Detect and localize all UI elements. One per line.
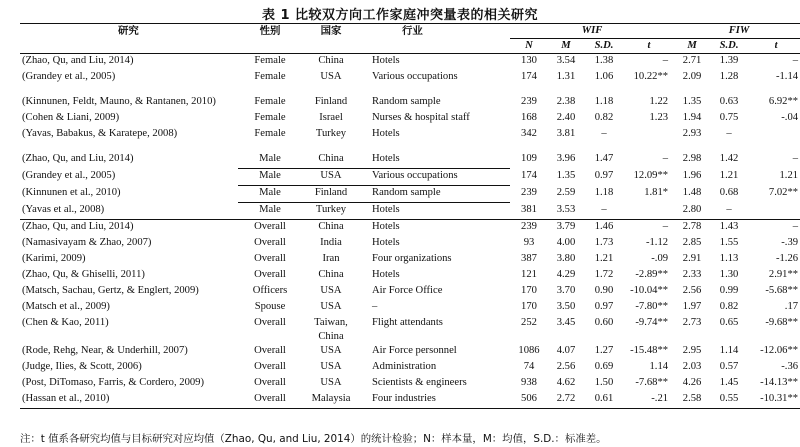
cell-fm: 1.97	[682, 301, 702, 312]
cell-country: China	[302, 152, 360, 169]
cell-fm: 2.95	[682, 345, 702, 356]
cell-ft: -1.26	[775, 253, 799, 264]
cell-wt: –	[662, 55, 669, 66]
cell-industry: Administration	[372, 361, 437, 372]
cell-ft: -5.68**	[765, 285, 799, 296]
table-row	[20, 344, 800, 360]
cell-industry: Scientists & engineers	[372, 377, 467, 388]
cell-n: 342	[521, 128, 537, 139]
cell-n: 1086	[518, 345, 540, 356]
cell-wsd: 0.97	[594, 301, 614, 312]
cell-wt: -9.74**	[635, 317, 669, 328]
cell-wm: 2.38	[556, 96, 576, 107]
cell-gender: Male	[238, 186, 302, 203]
cell-gender: Spouse	[254, 301, 286, 312]
cell-wsd: 1.18	[594, 186, 614, 198]
table-row	[20, 127, 800, 143]
cell-wsd: –	[601, 128, 607, 139]
cell-study: (Zhao, Qu, and Liu, 2014)	[22, 221, 134, 232]
cell-n: 506	[510, 392, 548, 409]
cell-fm: 2.91	[682, 253, 702, 264]
cell-industry: Air Force Office	[372, 285, 443, 296]
cell-gender: Officers	[252, 285, 288, 296]
cell-wt	[624, 127, 674, 143]
cell-ft: -14.13**	[760, 377, 799, 388]
header-industry: 行业	[360, 24, 510, 39]
cell-study: (Post, DiTomaso, Farris, & Cordero, 2009)	[22, 377, 204, 388]
cell-ft: -10.31**	[748, 392, 800, 409]
cell-wt: -.09	[651, 253, 669, 264]
cell-study: (Judge, Ilies, & Scott, 2006)	[22, 361, 142, 372]
cell-country: China	[318, 55, 344, 66]
cell-wm: 3.96	[556, 153, 576, 164]
cell-fsd: 0.99	[719, 285, 739, 296]
cell-n: 174	[521, 169, 537, 181]
cell-fm: 2.78	[682, 221, 702, 232]
cell-wm: 2.59	[556, 186, 576, 198]
cell-ft: -9.68**	[765, 317, 799, 328]
cell-n: 121	[521, 269, 537, 280]
cell-country: Malaysia	[302, 392, 360, 409]
cell-fm: 4.26	[682, 377, 702, 388]
table-row	[20, 300, 800, 316]
table-row	[20, 316, 800, 344]
table-row	[20, 70, 800, 86]
cell-ft: –	[792, 55, 799, 66]
cell-study: (Matsch et al., 2009)	[22, 301, 110, 312]
cell-wt: -7.68**	[635, 377, 669, 388]
header-wif-m: M	[548, 39, 584, 54]
cell-country: Turkey	[302, 203, 360, 220]
table-row	[20, 360, 800, 376]
cell-wm: 4.00	[556, 237, 576, 248]
cell-ft: -.39	[781, 237, 799, 248]
cell-wt: -7.80**	[635, 301, 669, 312]
cell-fm: 2.85	[682, 237, 702, 248]
header-country: 国家	[302, 24, 360, 39]
cell-wm: 3.70	[556, 285, 576, 296]
cell-fsd: 1.42	[719, 153, 739, 164]
cell-wm: 4.62	[556, 377, 576, 388]
cell-country: Iran	[322, 253, 340, 264]
header-gender: 性别	[238, 24, 302, 39]
cell-fsd: 1.43	[719, 221, 739, 232]
cell-gender: Overall	[254, 253, 286, 264]
cell-fm: 2.33	[682, 269, 702, 280]
table-row	[20, 169, 800, 186]
cell-study: (Kinnunen, Feldt, Mauno, & Rantanen, 2010)	[22, 96, 216, 107]
table-row	[20, 376, 800, 392]
table-row	[20, 152, 800, 169]
header-fiw-sd: S.D.	[710, 39, 748, 54]
cell-ft: –	[792, 221, 799, 232]
cell-gender: Overall	[254, 221, 286, 232]
table-row	[20, 220, 800, 237]
cell-wsd: 0.82	[594, 112, 614, 123]
cell-study: (Zhao, Qu, & Ghiselli, 2011)	[22, 269, 145, 280]
cell-wt: -15.48**	[630, 345, 669, 356]
cell-gender: Overall	[254, 345, 286, 356]
cell-fsd: 1.30	[719, 269, 739, 280]
cell-n: 170	[521, 285, 537, 296]
cell-wsd: –	[584, 203, 624, 220]
table-note: 注：t 值系各研究均值与目标研究对应均值（Zhao, Qu, and Liu, 2014）的统计检验；N：样本量，M：均值，S.D.：标准差。	[20, 433, 607, 445]
cell-wt: -10.04**	[630, 285, 669, 296]
cell-wt: 1.14	[649, 361, 669, 372]
table-row	[20, 54, 800, 71]
cell-ft: 7.02**	[768, 186, 799, 198]
cell-ft: –	[792, 153, 799, 164]
cell-fm: 1.48	[682, 186, 702, 198]
cell-industry: Various occupations	[372, 71, 458, 82]
table-row	[20, 252, 800, 268]
cell-gender: Overall	[254, 377, 286, 388]
cell-fsd: 1.21	[719, 169, 739, 181]
cell-fsd: 1.14	[719, 345, 739, 356]
cell-n: 938	[521, 377, 537, 388]
cell-study: (Hassan et al., 2010)	[20, 392, 238, 409]
cell-industry: Air Force personnel	[372, 345, 457, 356]
cell-wsd: 1.18	[594, 96, 614, 107]
cell-country: USA	[320, 71, 342, 82]
cell-wm: 4.29	[556, 269, 576, 280]
cell-ft: -12.06**	[760, 345, 799, 356]
cell-gender: Female	[254, 96, 286, 107]
cell-wm: 2.72	[548, 392, 584, 409]
cell-ft	[748, 203, 800, 220]
cell-wt: –	[662, 221, 669, 232]
cell-country: Finland	[302, 186, 360, 203]
cell-industry: Hotels	[360, 203, 510, 220]
cell-wm: 3.45	[556, 317, 576, 328]
cell-study: (Cohen & Liani, 2009)	[22, 112, 120, 123]
cell-gender: Male	[238, 169, 302, 186]
cell-gender: Female	[254, 112, 286, 123]
cell-wsd: 0.61	[584, 392, 624, 409]
table-title: 表 1 比较双方向工作家庭冲突量表的相关研究	[261, 8, 539, 23]
cell-wsd: 0.69	[594, 361, 614, 372]
cell-wt: 1.81*	[644, 186, 669, 198]
cell-country: China	[318, 269, 344, 280]
cell-n: 252	[521, 317, 537, 328]
cell-wm: 4.07	[556, 345, 576, 356]
cell-industry: Hotels	[372, 221, 400, 232]
cell-wt: 12.09**	[633, 169, 669, 181]
table-row	[20, 111, 800, 127]
cell-fm: 1.96	[682, 169, 702, 181]
cell-study: (Matsch, Sachau, Gertz, & Englert, 2009)	[22, 285, 199, 296]
cell-industry: Random sample	[360, 186, 510, 203]
cell-fm: 2.93	[682, 128, 702, 139]
cell-wsd: 1.21	[594, 253, 614, 264]
header-wif: WIF	[510, 24, 674, 39]
cell-ft	[748, 127, 800, 143]
cell-n: 387	[521, 253, 537, 264]
cell-country: USA	[320, 361, 342, 372]
cell-wt: -1.12	[645, 237, 669, 248]
cell-wm: 3.50	[556, 301, 576, 312]
cell-country: Taiwan, China	[314, 317, 348, 342]
cell-n: 239	[521, 186, 537, 198]
table-row	[20, 268, 800, 284]
cell-wsd: 0.97	[594, 169, 614, 181]
cell-wm: 3.81	[556, 128, 576, 139]
cell-country: India	[320, 237, 342, 248]
cell-study: (Zhao, Qu, and Liu, 2014)	[22, 153, 134, 164]
cell-fm: 2.71	[682, 55, 702, 66]
cell-wsd: 1.06	[594, 71, 614, 82]
cell-country: USA	[302, 169, 360, 186]
cell-industry: Hotels	[372, 55, 400, 66]
cell-n: 74	[523, 361, 535, 372]
cell-gender: Overall	[254, 237, 286, 248]
cell-gender: Male	[238, 203, 302, 220]
cell-gender: Male	[238, 152, 302, 169]
cell-industry: Four organizations	[372, 253, 452, 264]
cell-industry: Flight attendants	[372, 317, 443, 328]
cell-study: (Yavas et al., 2008)	[20, 203, 238, 220]
cell-wt	[624, 203, 674, 220]
cell-study: (Chen & Kao, 2011)	[22, 317, 109, 328]
header-wif-t: t	[624, 39, 674, 54]
cell-fm: 2.09	[682, 71, 702, 82]
table-row	[20, 186, 800, 203]
cell-country: China	[318, 221, 344, 232]
cell-country: USA	[320, 301, 342, 312]
cell-wm: 3.80	[556, 253, 576, 264]
cell-n: 170	[521, 301, 537, 312]
cell-fsd: 1.55	[719, 237, 739, 248]
cell-gender: Female	[254, 55, 286, 66]
cell-gender: Overall	[254, 361, 286, 372]
cell-n: 239	[521, 221, 537, 232]
cell-industry: Various occupations	[360, 169, 510, 186]
cell-fm: 1.35	[682, 96, 702, 107]
cell-wsd: 0.90	[594, 285, 614, 296]
table-row	[20, 392, 800, 409]
cell-country: Israel	[319, 112, 343, 123]
cell-n: 93	[523, 237, 535, 248]
cell-industry: Hotels	[372, 237, 400, 248]
cell-industry: Random sample	[372, 96, 441, 107]
cell-industry: Hotels	[372, 269, 400, 280]
cell-wsd: 1.27	[594, 345, 614, 356]
cell-fsd: 1.39	[719, 55, 739, 66]
cell-fm: 1.94	[682, 112, 702, 123]
cell-fsd: 0.57	[719, 361, 739, 372]
cell-ft: -1.14	[775, 71, 799, 82]
cell-fm: 2.80	[674, 203, 710, 220]
cell-fm: 2.73	[682, 317, 702, 328]
cell-wsd: 1.72	[594, 269, 614, 280]
cell-country: Finland	[314, 96, 348, 107]
comparison-table	[20, 23, 800, 409]
cell-country: USA	[320, 377, 342, 388]
cell-gender: Overall	[254, 269, 286, 280]
cell-wm: 1.35	[556, 169, 576, 181]
cell-fsd: 0.55	[710, 392, 748, 409]
header-fiw-t: t	[748, 39, 800, 54]
cell-wt: 1.23	[649, 112, 669, 123]
header-study: 研究	[20, 24, 238, 39]
cell-industry: Four industries	[360, 392, 510, 409]
cell-study: (Grandey et al., 2005)	[22, 71, 116, 82]
cell-ft: 6.92**	[768, 96, 799, 107]
cell-country: Turkey	[315, 128, 347, 139]
cell-n: 130	[521, 55, 537, 66]
cell-fsd: –	[726, 128, 732, 139]
cell-fsd: 1.13	[719, 253, 739, 264]
cell-fsd: 1.45	[719, 377, 739, 388]
header-fiw: FIW	[674, 24, 800, 39]
cell-n: 174	[521, 71, 537, 82]
cell-industry: –	[372, 301, 378, 312]
cell-wsd: 1.73	[594, 237, 614, 248]
cell-study: (Zhao, Qu, and Liu, 2014)	[22, 55, 134, 66]
cell-gender: Female	[254, 71, 286, 82]
cell-wsd: 1.47	[594, 153, 614, 164]
cell-study: (Rode, Rehg, Near, & Underhill, 2007)	[22, 345, 188, 356]
cell-gender: Overall	[238, 392, 302, 409]
cell-gender: Overall	[254, 317, 286, 328]
cell-wm: 2.40	[556, 112, 576, 123]
cell-wm: 3.54	[556, 55, 576, 66]
cell-country: USA	[320, 345, 342, 356]
cell-ft: .17	[784, 301, 799, 312]
cell-ft: 1.21	[779, 169, 799, 181]
cell-wt: -2.89**	[635, 269, 669, 280]
header-wif-sd: S.D.	[584, 39, 624, 54]
cell-wsd: 1.38	[594, 55, 614, 66]
cell-wm: 2.56	[556, 361, 576, 372]
cell-wm: 3.53	[548, 203, 584, 220]
table-row	[20, 95, 800, 111]
cell-study: (Yavas, Babakus, & Karatepe, 2008)	[22, 128, 178, 139]
cell-study: (Kinnunen et al., 2010)	[22, 186, 121, 198]
cell-study: (Karimi, 2009)	[22, 253, 86, 264]
cell-fm: 2.98	[682, 153, 702, 164]
cell-industry: Nurses & hospital staff	[372, 112, 470, 123]
table-row	[20, 203, 800, 220]
cell-industry: Hotels	[360, 152, 510, 169]
cell-fsd: 0.63	[719, 96, 739, 107]
cell-fm: 2.03	[682, 361, 702, 372]
cell-ft: -.36	[781, 361, 799, 372]
cell-study: (Namasivayam & Zhao, 2007)	[22, 237, 152, 248]
cell-wsd: 0.60	[594, 317, 614, 328]
cell-fsd: 1.28	[719, 71, 739, 82]
cell-n: 239	[521, 96, 537, 107]
cell-wt: 10.22**	[633, 71, 669, 82]
cell-wm: 3.79	[556, 221, 576, 232]
cell-n: 168	[521, 112, 537, 123]
cell-study: (Grandey et al., 2005)	[22, 169, 116, 181]
cell-ft: -.04	[781, 112, 799, 123]
cell-fsd: 0.82	[719, 301, 739, 312]
cell-fsd: 0.68	[719, 186, 739, 198]
header-fiw-m: M	[674, 39, 710, 54]
cell-wt: -.21	[624, 392, 674, 409]
cell-wt: –	[662, 153, 669, 164]
cell-n: 381	[510, 203, 548, 220]
cell-ft: 2.91**	[768, 269, 799, 280]
cell-fm: 2.56	[682, 285, 702, 296]
cell-wt: 1.22	[649, 96, 669, 107]
cell-wsd: 1.46	[594, 221, 614, 232]
cell-wsd: 1.50	[594, 377, 614, 388]
cell-n: 109	[521, 153, 537, 164]
cell-fm: 2.58	[674, 392, 710, 409]
cell-wm: 1.31	[556, 71, 576, 82]
table-row	[20, 236, 800, 252]
table-row	[20, 284, 800, 300]
header-n: N	[510, 39, 548, 54]
cell-fsd: –	[710, 203, 748, 220]
cell-gender: Female	[254, 128, 286, 139]
cell-fsd: 0.75	[719, 112, 739, 123]
cell-fsd: 0.65	[719, 317, 739, 328]
cell-country: USA	[320, 285, 342, 296]
cell-industry: Hotels	[372, 128, 400, 139]
